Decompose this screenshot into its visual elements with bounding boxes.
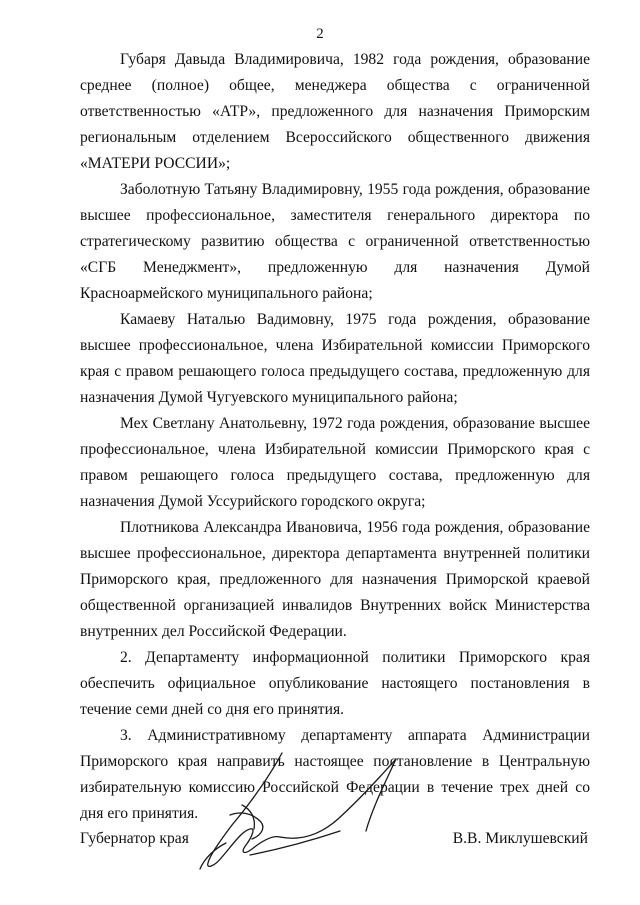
paragraph-kamaeva: Камаеву Наталью Вадимовну, 1975 года рождения, образование высшее профессиональное, члена Избирательной комиссии Приморского края с правом решающего голоса предыдущего состава, предложенную для назначения Думой Чугуевского муниципального района;: [80, 311, 590, 406]
signature-block: [80, 826, 590, 852]
clause-2-publication: 2. Департаменту информационной политики Приморского края обеспечить официальное опубликование настоящего постановления в течение семи дней со дня его принятия.: [80, 649, 590, 718]
document-body: [80, 47, 590, 827]
signatory-position: Губернатор края: [80, 830, 189, 847]
handwritten-signature: [190, 745, 430, 875]
signatory-name: В.В. Миклушевский: [452, 830, 588, 847]
page-number: 2: [316, 26, 324, 42]
paragraph-zabolotnaya: Заболотную Татьяну Владимировну, 1955 года рождения, образование высшее профессиональное, заместителя генерального директора по стратегическому развитию общества с ограниченной ответственностью «СГБ Менеджмент», предложенную для назначения Думой Красноармейского муниципального района;: [80, 181, 590, 302]
clause-3-submission: 3. Административному департаменту аппарата Администрации Приморского края направить настоящее постановление в Центральную избирательную комиссию Российской Федерации в течение трех дней со дня его принятия.: [80, 727, 590, 822]
paragraph-mekh: Мех Светлану Анатольевну, 1972 года рождения, образование высшее профессиональное, члена Избирательной комиссии Приморского края с правом решающего голоса предыдущего состава, предложенную для назначения Думой Уссурийского городского округа;: [80, 415, 590, 510]
paragraph-gubar: Губаря Давыда Владимировича, 1982 года рождения, образование среднее (полное) общее, менеджера общества с ограниченной ответственностью «АТР», предложенного для назначения Приморским региональным отделением Всероссийского общественного движения «МАТЕРИ РОССИИ»;: [80, 51, 590, 172]
paragraph-plotnikov: Плотникова Александра Ивановича, 1956 года рождения, образование высшее профессиональное, директора департамента внутренней политики Приморского края, предложенного для назначения Приморской краевой общественной организацией инвалидов Внутренних войск Министерства внутренних дел Российской Федерации.: [80, 519, 590, 640]
